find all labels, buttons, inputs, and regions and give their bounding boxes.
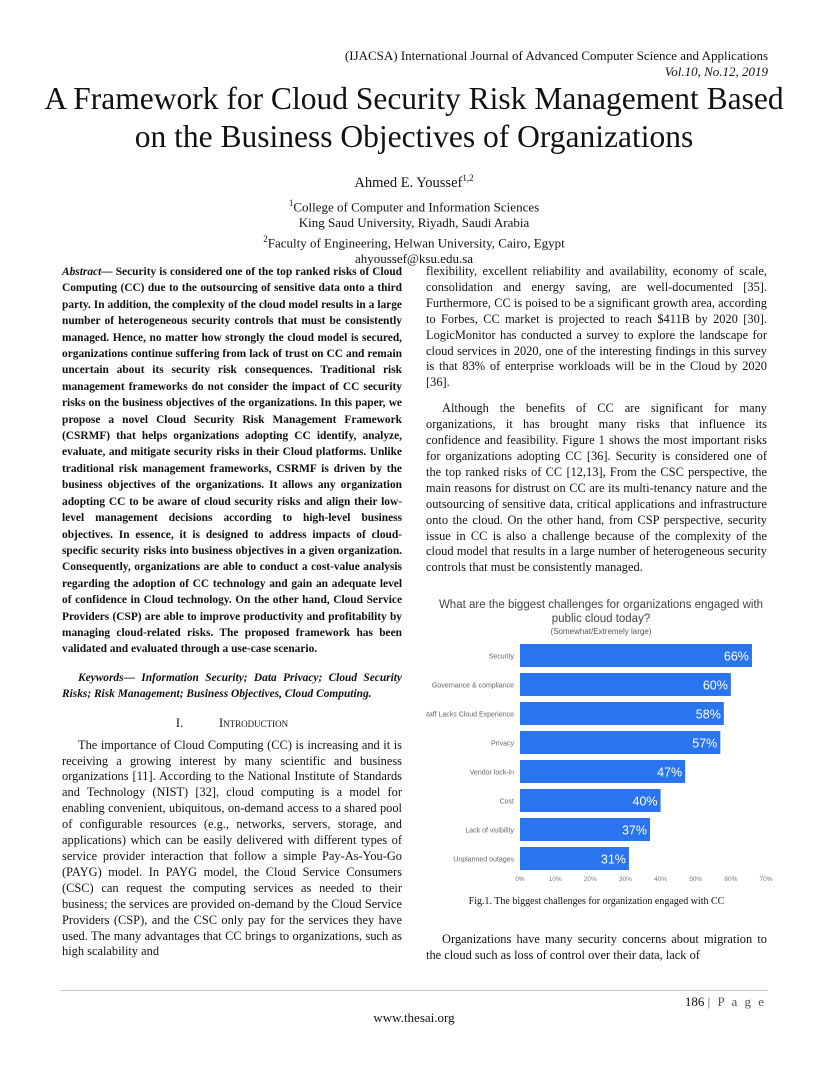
- abstract-label: Abstract—: [62, 266, 113, 278]
- chart-title: What are the biggest challenges for organizations engaged with public cloud today?: [438, 599, 764, 625]
- chart-svg: [426, 592, 776, 890]
- chart-data-label: 60%: [702, 678, 728, 693]
- chart-category-label: Governance & compliance: [431, 682, 514, 690]
- chart-bar: [520, 673, 731, 696]
- chart-category-label: Vendor lock-in: [469, 769, 514, 777]
- chart-category-label: Unplanned outages: [453, 856, 514, 864]
- author-name: Ahmed E. Youssef: [354, 174, 463, 191]
- chart-tick-label: 50%: [689, 876, 703, 883]
- chart-tick-label: 0%: [515, 876, 525, 883]
- page-label: | P a g e: [707, 994, 766, 1009]
- author-block: [0, 170, 828, 267]
- right-paragraph-1: flexibility, excellent reliability and availability, economy of scale, consolidation and energy saving, are well-documented [35]. Furthermore, CC is poised to be a significant growth area, according to Forbes, CC market is projected to reach $411B by 2020 [30]. LogicMonitor has conducted a survey to explore the landscape for cloud services in 2020, one of the interesting findings in this survey is that 83% of enterprise workloads will be in the Cloud by 2020 [36].: [426, 264, 767, 390]
- author-name-line: [0, 170, 828, 191]
- abstract: [62, 264, 402, 658]
- chart-tick-label: 60%: [724, 876, 738, 883]
- chart-subtitle: (Somewhat/Extremely large): [550, 627, 652, 636]
- chart-category-label: Cost: [499, 798, 514, 806]
- page-number: [685, 994, 766, 1010]
- chart-tick-label: 10%: [548, 876, 562, 883]
- chart-data-label: 57%: [692, 736, 718, 751]
- affiliation-2-text: Faculty of Engineering, Helwan University, Cairo, Egypt: [267, 235, 565, 251]
- chart-category-label: Staff Lacks Cloud Experience: [426, 711, 514, 719]
- chart-data-label: 31%: [600, 852, 626, 867]
- affiliation-2-superscript: 2: [263, 234, 268, 245]
- author-superscript: 1,2: [462, 173, 474, 183]
- chart-data-label: 40%: [632, 794, 658, 809]
- journal-name: (IJACSA) International Journal of Advanced Computer Science and Applications: [344, 48, 768, 63]
- right-paragraph-2: Although the benefits of CC are significant for many organizations, it has brought many risks that influence its confidence and feasibility. Figure 1 shows the most important risks for organizations adopting CC [36]. Security is considered one of the top ranked risks of CC [12,13], From the CSC perspective, the main reasons for distrust on CC are its multi-tenancy nature and the outsourcing of sensitive data, critical applications and infrastructure onto the cloud. On the other hand, from CSP perspective, security issue in CC is also a challenge because of the complexity of the cloud model that results in a large number of heterogeneous security controls that must be consistently managed.: [426, 401, 767, 575]
- left-column: [62, 264, 402, 960]
- intro-paragraph-1: The importance of Cloud Computing (CC) is increasing and it is receiving a growing interest by many scientific and business organizations [11]. According to the National Institute of Standards and Technology (NIST) [32], cloud computing is a model for enabling convenient, ubiquitous, on-demand access to a shared pool of configurable resources (e.g., networks, servers, storage, and applications) which can be easily delivered with different types of service provider interaction that follow a simple Pay-As-You-Go (PAYG) model. In PAYG model, the Cloud Service Consumers (CSC) can request the computing services as needed to their business; the services are provided on-demand by the Cloud Service Providers (CSP), and the CSC only pay for the services they have used. The many advantages that CC brings to organizations, such as high scalability and: [62, 737, 402, 959]
- paper-title: A Framework for Cloud Security Risk Management Based on the Business Objectives of Organizations: [44, 81, 784, 154]
- affiliation-1-line-1: College of Computer and Information Sciences: [293, 199, 540, 215]
- chart-data-label: 66%: [723, 649, 749, 664]
- chart-data-label: 58%: [695, 707, 721, 722]
- chart-tick-label: 70%: [759, 876, 773, 883]
- author-email: ahyoussef@ksu.edu.sa: [354, 251, 474, 267]
- journal-volume: Vol.10, No.12, 2019: [664, 64, 768, 79]
- chart-data-label: 37%: [621, 823, 648, 838]
- footer-divider: [60, 990, 768, 991]
- journal-header: [345, 48, 768, 80]
- chart-tick-label: 20%: [583, 876, 597, 883]
- chart-data-label: 47%: [657, 765, 683, 780]
- affiliation-1-superscript: 1: [288, 197, 294, 208]
- chart-bar: [520, 731, 720, 754]
- chart-bar: [520, 702, 724, 725]
- chart-category-label: Privacy: [491, 740, 514, 748]
- right-column-bottom: [426, 932, 767, 964]
- keywords: Keywords— Information Security; Data Privacy; Cloud Security Risks; Risk Management; Business Objectives, Cloud Computing.: [62, 671, 402, 700]
- footer-website: www.thesai.org: [373, 1010, 455, 1025]
- section-heading-introduction: [62, 716, 402, 732]
- figure-1-chart: [426, 592, 776, 890]
- affiliation-1-line-2: King Saud University, Riyadh, Saudi Arabia: [298, 215, 530, 231]
- right-paragraph-3: Organizations have many security concerns about migration to the cloud such as loss of control over their data, lack of: [426, 932, 767, 962]
- right-column: [426, 264, 767, 576]
- section-title: Introduction: [219, 715, 289, 730]
- figure-1-caption: Fig.1. The biggest challenges for organization engaged with CC: [468, 896, 725, 907]
- chart-tick-label: 30%: [618, 876, 632, 883]
- chart-tick-label: 40%: [654, 876, 668, 883]
- chart-category-label: Lack of visibility: [465, 827, 514, 835]
- abstract-text: Security is considered one of the top ranked risks of Cloud Computing (CC) due to the outsourcing of sensitive data onto a third party. In addition, the complexity of the cloud model results in a large number of heterogeneous security controls that must be consistently managed. Hence, no matter how strongly the cloud model is secured, organizations continue suffering from lack of trust on CC and remain uncertain about its security risk consequences. Traditional risk management frameworks do not consider the impact of CC security risks on the business objectives of the organizations. In this paper, we propose a novel Cloud Security Risk Management Framework (CSRMF) that helps organizations adopting CC identify, analyze, evaluate, and mitigate security risks in their Cloud platforms. Unlike traditional risk management frameworks, CSRMF is driven by the business objectives of the organizations. It allows any organization adopting CC to be aware of cloud security risks and align their low-level management decisions according to high-level business objectives. In essence, it is designed to address impacts of cloud-specific security risks into business objectives in a given organization. Consequently, organizations are able to conduct a cost-value analysis regarding the adoption of CC technology and gain an adequate level of confidence in Cloud technology. On the other hand, Cloud Service Providers (CSP) are able to improve productivity and profitability by managing cloud-related risks. The proposed framework has been validated and evaluated through a use-case scenario.: [62, 266, 402, 656]
- section-number: I.: [175, 715, 184, 730]
- chart-bar: [520, 644, 752, 667]
- page-number-value: 186: [684, 994, 705, 1009]
- chart-category-label: Security: [488, 653, 514, 661]
- affiliation-1: [0, 195, 828, 215]
- affiliation-2: [0, 231, 828, 251]
